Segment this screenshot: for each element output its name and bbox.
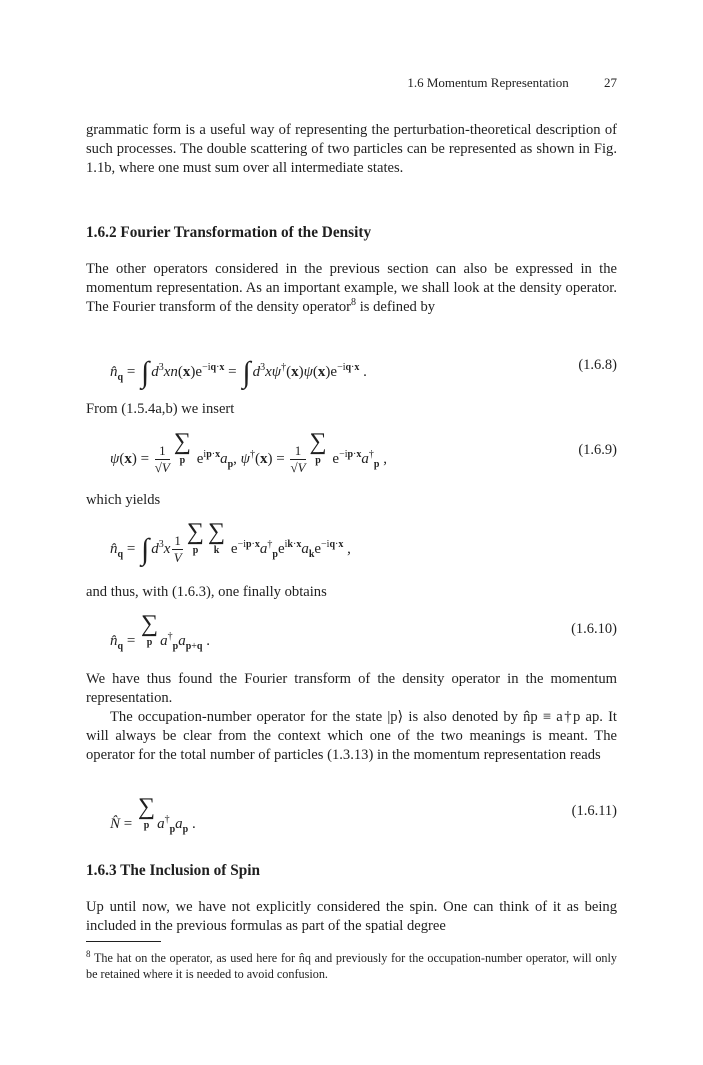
running-head [86,75,617,91]
paragraph-2-tail: is defined by [359,299,436,316]
equation-1-6-11 [110,795,617,839]
paragraph-3: From (1.5.4a,b) we insert [86,401,235,417]
equation-unnumbered-math: $n̂_q$ = ∫ $d^3x$ $\frac{1}{V}$ ∑ p ∑ k $e^{-ip\cdot x}a^\dagger_pe^{ik\cdot x}a_ke^{-iq\cdot x}$ , [110,519,351,566]
footnote-text: The hat on the operator, as used here for n̂q and previously for the occupation-number operator, will only be retained where it is needed to avoid confusion. [86,951,617,982]
footnote-ref: 8 [351,297,357,309]
paragraph-2 [86,260,617,318]
equation-number-1-6-11: (1.6.11) [571,803,617,819]
paragraph-4: which yields [86,492,161,508]
section-title: 1.6 Momentum Representation [407,75,569,90]
paragraph-2-text: The other operators considered in the previous section can also be expressed in the momentum representation. As an important example, we shall look at the density operator. The Fourier transform of the density operator [86,261,617,316]
section-heading-1-6-3: 1.6.3 The Inclusion of Spin [86,862,260,879]
equation-1-6-9-math: ψ(x) = $\frac{1}{√V}$ ∑ p $e^{ip\cdot x}a_p$, ψ†(x) = $\frac{1}{√V}$ ∑ p $e^{-ip\cdot x}a^\dagger_p$ , [110,429,387,476]
equation-1-6-10 [110,612,617,656]
equation-1-6-8 [110,350,617,389]
paragraph-5: and thus, with (1.6.3), one finally obtains [86,584,327,600]
footnote-marker: 8 [86,949,91,959]
footnote-rule [86,941,161,942]
paragraph-8: Up until now, we have not explicitly considered the spin. One can think of it as being included in the previous formulas as part of the spatial degree [86,899,617,935]
paragraph-7: The occupation-number operator for the state |p⟩ is also denoted by n̂p ≡ a†p ap. It will always be clear from the context which one of the two meanings is meant. The operator for the total number of particles (1.3.13) in the momentum representation reads [86,709,617,764]
equation-1-6-11-math: N̂ = ∑ p $a^\dagger_pa_p$ . [110,794,196,835]
equation-1-6-8-math: $n̂_q$ = ∫ $d^3xn(x)e^{-iq\cdot x}$ = ∫ $d^3x\psi^\dagger(x)\psi(x)e^{-iq\cdot x}$ . [110,356,367,389]
section-heading-1-6-2: 1.6.2 Fourier Transformation of the Density [86,224,372,241]
equation-unnumbered [110,520,617,572]
footnote [86,946,617,982]
equation-1-6-10-math: $n̂_q$ = ∑ p $a^\dagger_pa_{p+q}$ . [110,611,210,652]
paragraph-1: grammatic form is a useful way of representing the perturbation-theoretical description of such processes. The double scattering of two particles can be represented as shown in Fig. 1.1b, where one must sum over all intermediate states. [86,122,617,177]
paragraph-6: We have thus found the Fourier transform of the density operator in the momentum representation. [86,671,617,707]
equation-number-1-6-9: (1.6.9) [578,442,617,458]
page-number: 27 [604,75,617,90]
equation-1-6-9 [110,430,617,480]
equation-number-1-6-10: (1.6.10) [571,621,617,637]
equation-number-1-6-8: (1.6.8) [578,357,617,373]
